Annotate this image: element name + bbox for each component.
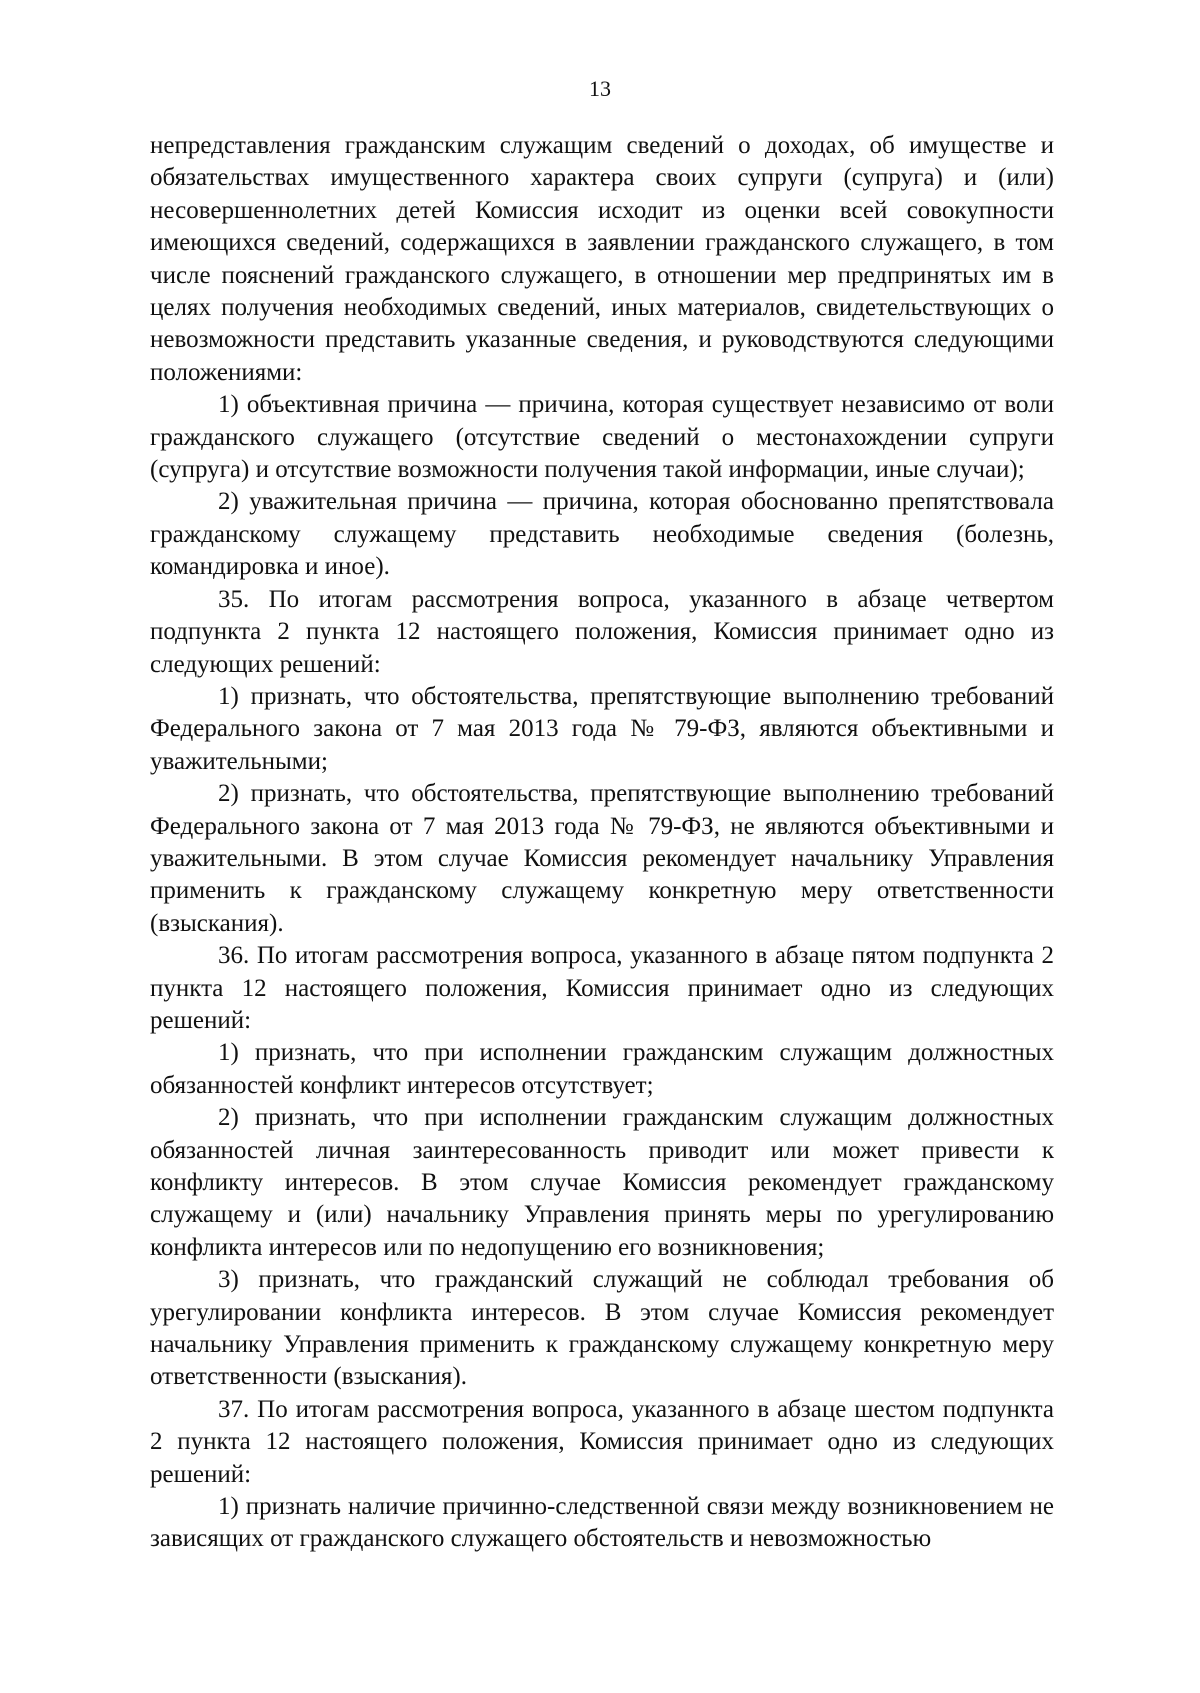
paragraph: 1) объективная причина — причина, которая существует независимо от воли гражданского служащего (отсутствие сведений о местонахождении супруги (супруга) и отсутствие возможности получения такой информации, иные случаи);: [150, 391, 1054, 484]
paragraph: 2) признать, что обстоятельства, препятствующие выполнению требований Федерального закона от 7 мая 2013 года № 79-ФЗ, не являются объективными и уважительными. В этом случае Комиссия рекомендует начальнику Управления применить к гражданскому служащему конкретную меру ответственности (взыскания).: [150, 780, 1054, 937]
paragraph: 35. По итогам рассмотрения вопроса, указанного в абзаце четвертом подпункта 2 пункта 12 настоящего положения, Комиссия принимает одно из следующих решений:: [150, 585, 1054, 678]
paragraph: 1) признать наличие причинно-следственной связи между возникновением не зависящих от гражданского служащего обстоятельств и невозможностью: [150, 1493, 1054, 1553]
paragraph: 1) признать, что при исполнении гражданским служащим должностных обязанностей конфликт интересов отсутствует;: [150, 1039, 1054, 1099]
paragraph: 1) признать, что обстоятельства, препятствующие выполнению требований Федерального закона от 7 мая 2013 года № 79-ФЗ, являются объективными и уважительными;: [150, 682, 1054, 775]
paragraph: 2) признать, что при исполнении гражданским служащим должностных обязанностей личная заинтересованность приводит или может привести к конфликту интересов. В этом случае Комиссия рекомендует гражданскому служащему и (или) начальнику Управления принять меры по урегулированию конфликта интересов или по недопущению его возникновения;: [150, 1104, 1054, 1261]
paragraph: 3) признать, что гражданский служащий не соблюдал требования об урегулировании конфликта интересов. В этом случае Комиссия рекомендует начальнику Управления применить к гражданскому служащему конкретную меру ответственности (взыскания).: [150, 1266, 1054, 1391]
paragraph: 37. По итогам рассмотрения вопроса, указанного в абзаце шестом подпункта 2 пункта 12 настоящего положения, Комиссия принимает одно из следующих решений:: [150, 1395, 1054, 1488]
paragraph: 2) уважительная причина — причина, которая обоснованно препятствовала гражданскому служащему представить необходимые сведения (болезнь, командировка и иное).: [150, 488, 1054, 581]
page-number: 13: [589, 76, 611, 101]
document-body: [150, 130, 1054, 1556]
paragraph: непредставления гражданским служащим сведений о доходах, об имуществе и обязательствах имущественного характера своих супруги (супруга) и (или) несовершеннолетних детей Комиссия исходит из оценки всей совокупности имеющихся сведений, содержащихся в заявлении гражданского служащего, в том числе пояснений гражданского служащего, в отношении мер предпринятых им в целях получения необходимых сведений, иных материалов, свидетельствующих о невозможности представить указанные сведения, и руководствуются следующими положениями:: [150, 132, 1054, 386]
paragraph: 36. По итогам рассмотрения вопроса, указанного в абзаце пятом подпункта 2 пункта 12 настоящего положения, Комиссия принимает одно из следующих решений:: [150, 942, 1054, 1034]
